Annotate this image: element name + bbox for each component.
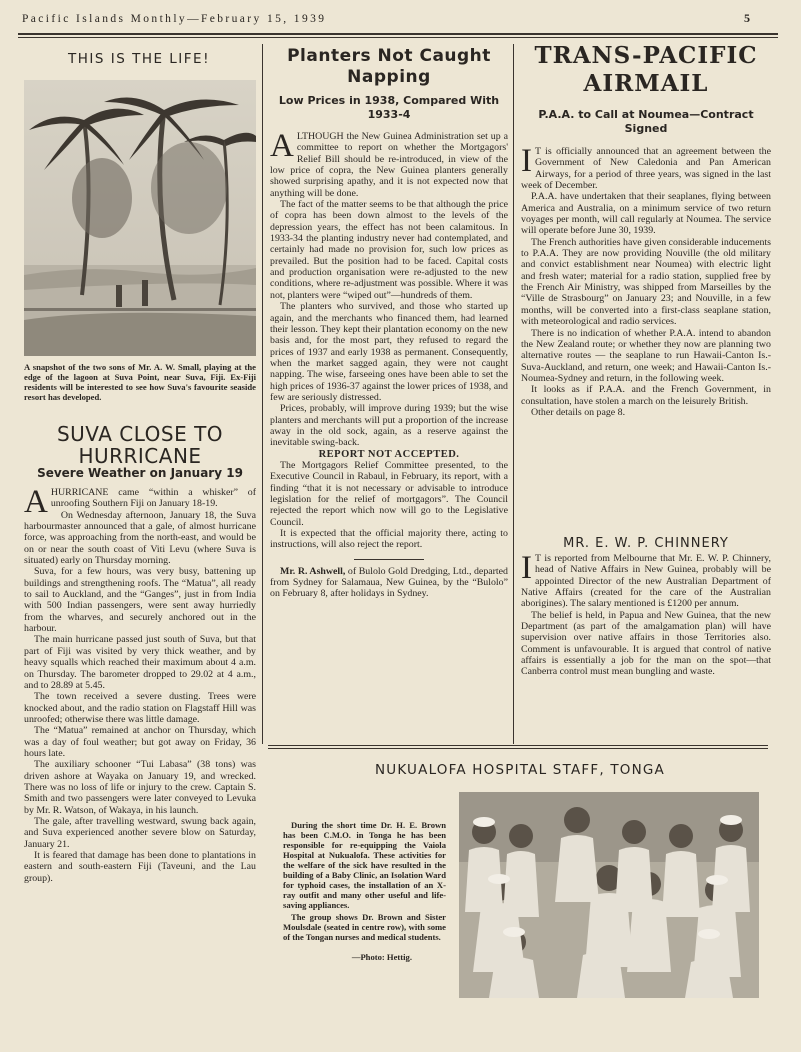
planters-headline: Planters Not Caught Napping <box>287 46 491 87</box>
ashwell-brief <box>270 566 508 600</box>
suva-paragraph: The auxiliary schooner “Tui Labasa” (38 tons) was driven ashore at Wayaka on January 19, and wrecked. There was no loss of life or injury to the crew. Captain S. Smith and two passengers were later conveyed to Levuka by Mr. R. Watson, of Wakaya, in his launch. <box>24 759 256 816</box>
planters-paragraph: The Mortgagors Relief Committee presented, to the Executive Council in Rabaul, in February, its report, with a finding “that it is not necessary or advisable to introduce legislation for the relief of mortgagors”. The Council rejected the report which now will go to the Legislative Council. <box>270 459 508 528</box>
suva-paragraph: The town received a severe dusting. Trees were knocked about, and the radio station on Flagstaff Hill was unroofed; otherwise there was little damage. <box>24 691 256 725</box>
hospital-staff-photo <box>459 792 759 998</box>
airmail-subhead: P.A.A. to Call at Noumea—Contract Signed <box>538 108 754 135</box>
chinnery-headline: MR. E. W. P. CHINNERY <box>563 536 729 551</box>
airmail-paragraph: It looks as if P.A.A. and the French Government, in consultation, have stolen a march on the leisurely British. <box>521 384 771 407</box>
suva-paragraph: The “Matua” remained at anchor on Thursday, which was a day of foul weather; but got away on Friday, 36 hours late. <box>24 725 256 759</box>
masthead-title: Pacific Islands Monthly—February 15, 1939 <box>22 13 327 25</box>
photo-title: THIS IS THE LIFE! <box>67 51 210 67</box>
lagoon-photo <box>24 80 256 356</box>
brief-rule <box>354 559 424 560</box>
suva-paragraph: Suva, for a few hours, was very busy, battening up buildings and strengthening roofs. The “Matua”, all ready to sail to Auckland, and the “Ganges”, just in from India with 500 Indian passengers, were sent away hurriedly from the wharves, and securely anchored out in the harbour. <box>24 566 256 635</box>
airmail-dropcap: I <box>521 146 532 179</box>
planters-paragraph: It is expected that the official majority there, acting to instructions, will also reject the report. <box>270 528 508 551</box>
suva-paragraph: HURRICANE came “within a whisker” of unroofing Southern Fiji on January 18-19. <box>50 487 256 510</box>
chinnery-paragraph: T is reported from Melbourne that Mr. E. W. P. Chinnery, head of Native Affairs in New Guinea, probably will be appointed Director of the new Australian Department of Native Affairs (created for the care of the Australian aborigines). The salary mentioned is £1200 per annum. <box>521 553 771 610</box>
airmail-paragraph: There is no indication of whether P.A.A. intend to abandon the New Zealand route; or whether they now are planning two alternative routes — the seaplane to run Hawaii-Canton Is.-Suva-Auckland, and return, one week; and Hawaii-Canton Is.-Noumea-Sydney and return, in the following week. <box>521 327 771 384</box>
planters-paragraph: LTHOUGH the New Guinea Administration set up a committee to report on whether the Mortgagors' Relief Bill should be re-introduced, in view of the low price of copra, the New Guinea planters generally showed surprising apathy, and it is not expected now that anything will be done. <box>270 131 508 199</box>
airmail-paragraph: The French authorities have given considerable inducements to P.A.A. They are now providing Nouville (the old military and convict establishment near Noumea) with electric light and fresh water; material for a radio station, supplied free by the French Air Ministry, was shipped from Marseilles by the “Ville de Strasbourg” on January 23; and Nouville, in a few months, will be converted into a first-class seaplane station, with meteorological and radio services. <box>521 236 771 328</box>
hospital-caption-p1: During the short time Dr. H. E. Brown has been C.M.O. in Tonga he has been responsible for re-equipping the Vaiola Hospital at Nukualofa. These activities for the welfare of the sick have resulted in the building of a Baby Clinic, an Isolation Ward for typhoid cases, the installation of an X-ray outfit and many other useful and life-saving appliances. <box>283 820 446 910</box>
chinnery-dropcap: I <box>521 553 532 586</box>
airmail-paragraph: P.A.A. have undertaken that their seaplanes, flying between America and Australia, on a minimum service of two return voyages per month, will call regularly at Noumea. The service will operate before June 30, 1939. <box>521 191 771 237</box>
report-section-head: REPORT NOT ACCEPTED. <box>318 448 460 460</box>
chinnery-paragraph: The belief is held, in Papua and New Guinea, that the new Department (as part of the amalgamation plan) will have supervision over native affairs in those Territories also. Comment is unfavourable. It is argued that control of native affairs is essentially a job for the man on the spot—that Canberra control must mean bungling and waste. <box>521 609 771 678</box>
hospital-section-rule-2 <box>268 748 768 749</box>
suva-headline: SUVA CLOSE TO HURRICANE <box>56 422 224 468</box>
hospital-caption <box>283 820 446 962</box>
ashwell-name: Mr. R. Ashwell, <box>280 565 346 577</box>
photo-credit: —Photo: Hettig. <box>351 952 412 962</box>
suva-dropcap: A <box>24 487 48 520</box>
suva-article <box>24 487 256 1007</box>
airmail-headline-2: AIRMAIL <box>583 70 709 97</box>
photo-caption: A snapshot of the two sons of Mr. A. W. Small, playing at the edge of the lagoon at Suva Point, near Suva, Fiji. Ex-Fiji residents will be interested to see how Suva's favourite seaside resort has developed. <box>24 362 256 402</box>
hospital-caption-p2: The group shows Dr. Brown and Sister Moulsdale (seated in centre row), with some of the Tongan nurses and medical students. <box>283 912 446 942</box>
ashwell-text: of Bulolo Gold Dredging, Ltd., departed from Sydney for Salamaua, New Guinea, by the “Bulolo” on February 8, after holidays in Sydney. <box>270 565 508 600</box>
masthead-rule <box>18 33 778 35</box>
column-divider-1 <box>262 44 263 744</box>
airmail-paragraph: Other details on page 8. <box>531 406 626 418</box>
planters-article <box>270 131 508 741</box>
suva-subhead: Severe Weather on January 19 <box>37 466 243 480</box>
planters-paragraph: The fact of the matter seems to be that although the price of copra has been down almost to the levels of the depression years, the effect has not been calamitous. In 1933-34 the planting industry never had contemplated, and certainly had made no provision for, such low prices as prevailed. But the position had to be faced. Capital costs and production organisation were re-adjusted to the new conditions, where re-adjustment was possible. Where it was not, planters were “wiped out”—hundreds of them. <box>270 199 508 301</box>
suva-paragraph: It is feared that damage has been done to plantations in eastern and south-eastern Fiji (Taveuni, and the Lau group). <box>24 850 256 884</box>
planters-dropcap: A <box>270 131 294 164</box>
hospital-section-rule <box>268 745 768 746</box>
suva-paragraph: On Wednesday afternoon, January 18, the Suva harbourmaster announced that a gale, of almost hurricane force, was approaching from the north-east, and would be on or near the south coast of Viti Levu (where Suva is situated) early on Thursday morning. <box>24 509 256 567</box>
airmail-article <box>521 146 771 524</box>
page-number: 5 <box>744 11 750 25</box>
column-divider-2 <box>513 44 514 744</box>
masthead-rule-thin <box>18 37 778 38</box>
planters-subhead: Low Prices in 1938, Compared With 1933-4 <box>278 94 500 121</box>
planters-paragraph: The planters who survived, and those who started up again, and the merchants who financed them, had learned their lesson. They kept their plantation economy on the new basis and, for the most part, they refused to regard the prices of 1937 and early 1938 as permanent. Consequently, when the market sagged again, they were not caught napping. The wise, farseeing ones have been able to set the high prices of 1936-37 against the lower prices of 1938, and few are seriously distressed. <box>270 301 508 403</box>
airmail-headline-1: TRANS-PACIFIC <box>534 42 758 69</box>
suva-paragraph: The main hurricane passed just south of Suva, but that part of Fiji was visited by very thick weather, and by heavy squalls which reached their maximum about 4 a.m. on Thursday. The barometer dropped to 29.02 at 4 a.m., and to 28.89 at 5.45. <box>24 634 256 691</box>
airmail-paragraph: T is officially announced that an agreement between the Government of New Caledonia and Pan American Airways, for a period of three years, was signed in the last week of December. <box>521 146 771 192</box>
hospital-title: NUKUALOFA HOSPITAL STAFF, TONGA <box>374 762 665 778</box>
chinnery-article <box>521 553 771 743</box>
planters-paragraph: Prices, probably, will improve during 1939; but the wise planters and merchants will put a proportion of the increase away in the old sock, again, as a reserve against the inevitable swing-back. <box>270 403 508 449</box>
suva-paragraph: The gale, after travelling westward, swung back again, and Suva experienced another severe blow on Saturday, January 21. <box>24 815 256 850</box>
